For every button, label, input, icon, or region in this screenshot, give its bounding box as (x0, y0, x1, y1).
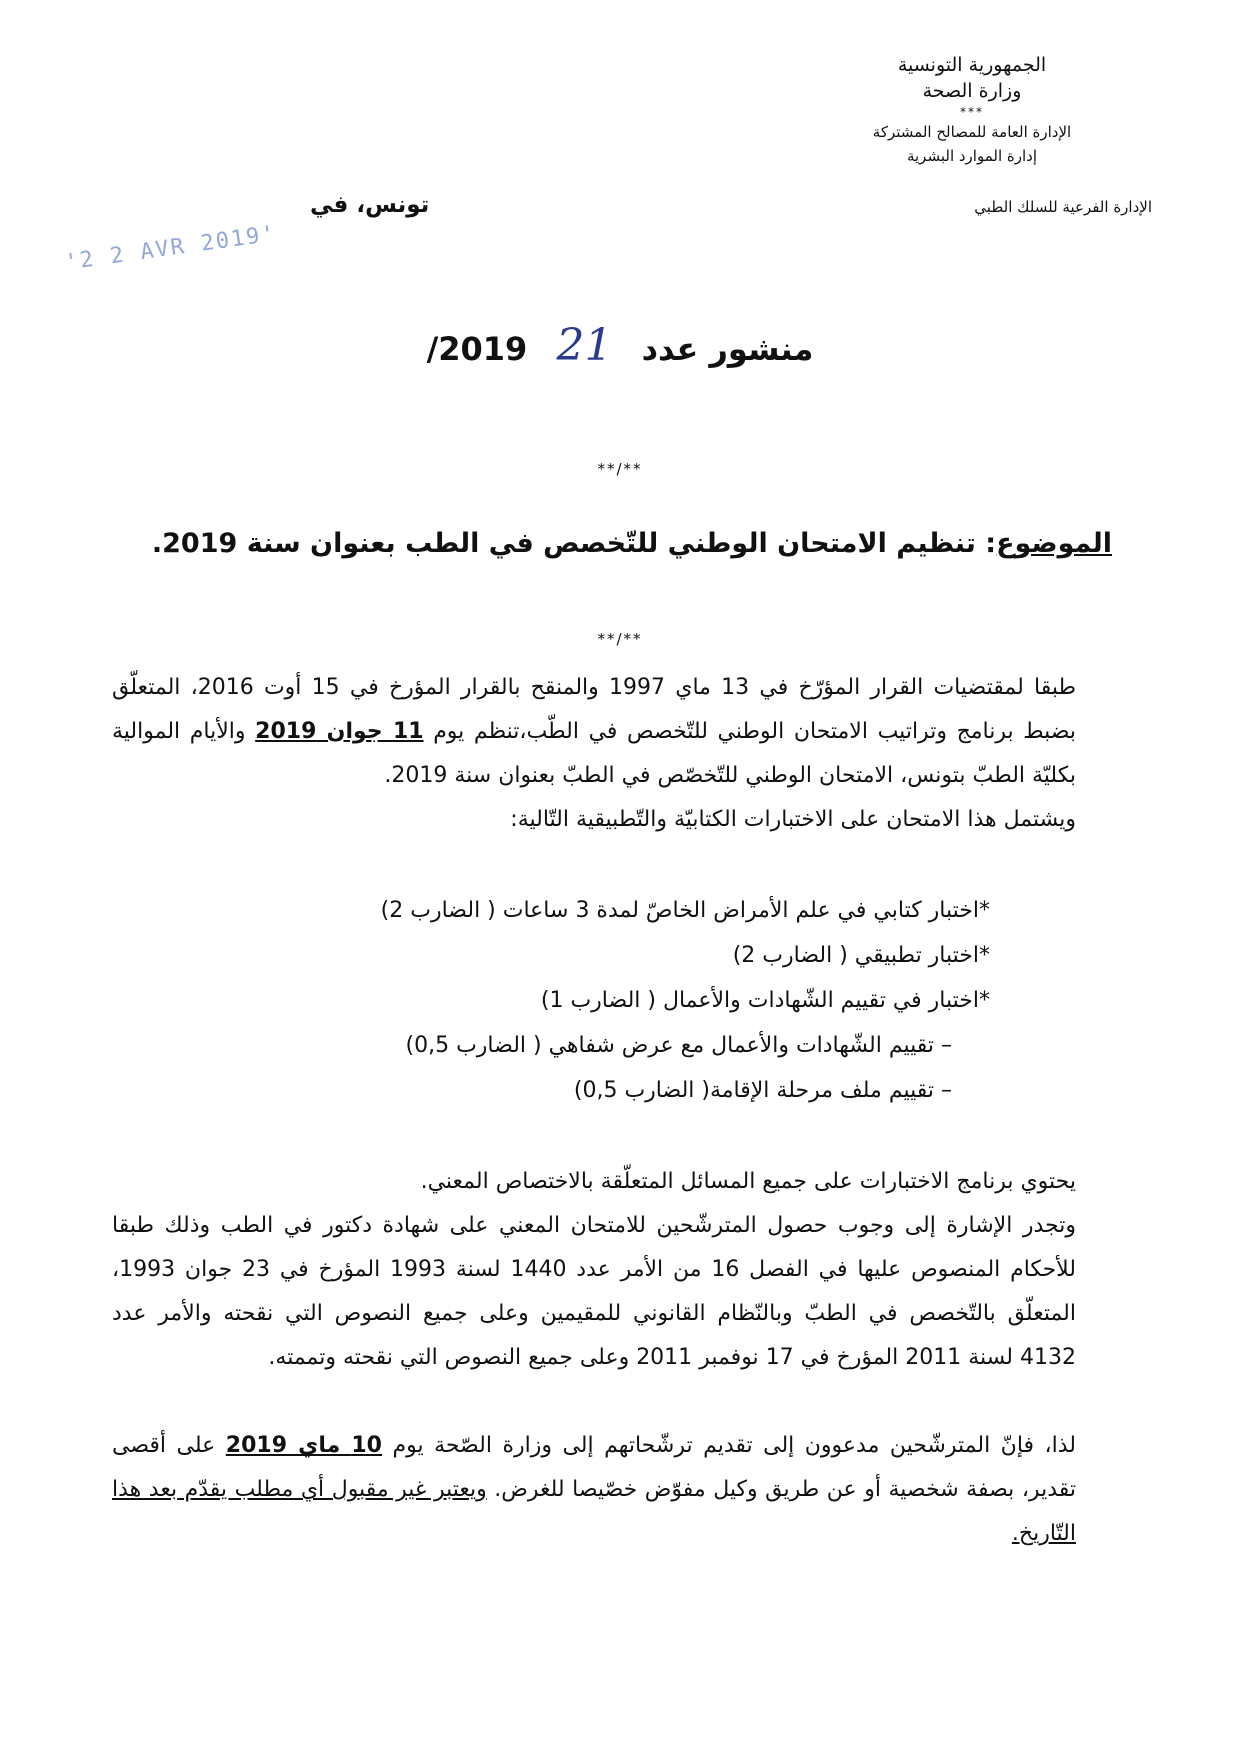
sub-directorate: الإدارة الفرعية للسلك الطبي (974, 198, 1152, 216)
para1-text-a: طبقا لمقتضيات القرار المؤرّخ في 13 ماي 1997 والمنقح بالقرار المؤرخ في 15 أوت 2016، المتعلّق بضبط برنامج وتراتيب الامتحان الوطني للتّخصص في الطّب،تنظم يوم (112, 675, 1076, 744)
exam-subitem-residency: – تقييم ملف مرحلة الإقامة( الضارب 0,5) (573, 1078, 952, 1103)
exam-list (381, 888, 990, 1113)
republic-name: الجمهورية التونسية (897, 54, 1047, 76)
circular-title (0, 320, 1240, 371)
separator-2: **/** (597, 630, 643, 648)
exam-item-written: *اختبار كتابي في علم الأمراض الخاصّ لمدة 3 ساعات ( الضارب 2) (380, 898, 990, 923)
general-directorate: الإدارة العامة للمصالح المشتركة (872, 123, 1072, 141)
letterhead-stars: *** (960, 105, 984, 119)
circular-number: 21 (556, 320, 613, 371)
paragraph-deadline (112, 1424, 1128, 1556)
separator-1: **/** (597, 460, 643, 478)
para4-text-a: لذا، فإنّ المترشّحين مدعوون إلى تقديم ترشّحاتهم إلى وزارة الصّحة يوم (381, 1433, 1076, 1458)
paragraph-program (112, 1160, 1128, 1380)
program-text: يحتوي برنامج الاختبارات على جميع المسائل المتعلّقة بالاختصاص المعني. (420, 1169, 1076, 1194)
exam-subitem-oral: – تقييم الشّهادات والأعمال مع عرض شفاهي ( الضارب 0,5) (405, 1033, 952, 1058)
exam-item-practical: *اختبار تطبيقي ( الضارب 2) (732, 943, 990, 968)
place-date: تونس، في (310, 192, 430, 218)
hr-directorate: إدارة الموارد البشرية (906, 147, 1038, 165)
deadline-warning: ويعتبر غير مقبول أي مطلب يقدّم بعد هذا التّاريخ. (112, 1477, 1076, 1546)
letterhead (792, 52, 1152, 168)
eligibility-text: وتجدر الإشارة إلى وجوب حصول المترشّحين للامتحان المعني على شهادة دكتور في الطب وذلك طبقا للأحكام المنصوص عليها في الفصل 16 من الأمر عدد 1440 لسنة 1993 المؤرخ في 23 جوان 1993، المتعلّق بالتّخصص في الطبّ وبالنّظام القانوني للمقيمين وعلى جميع النصوص التي نقحته والأمر عدد 4132 لسنة 2011 المؤرخ في 17 نوفمبر 2011 وعلى جميع النصوص التي نقحته وتممته. (112, 1213, 1077, 1370)
exam-list-intro: ويشتمل هذا الامتحان على الاختبارات الكتابيّة والتّطبيقية التّالية: (510, 807, 1076, 832)
date-stamp: '2 2 AVR 2019' (63, 221, 279, 276)
para4-text-b: على أقصى تقدير، بصفة شخصية أو عن طريق وكيل مفوّض خصّيصا للغرض. (112, 1433, 1076, 1502)
para1-text-b: والأيام الموالية بكليّة الطبّ بتونس، الامتحان الوطني للتّخصّص في الطبّ بعنوان سنة 2019. (112, 719, 1076, 788)
ministry-name: وزارة الصحة (922, 80, 1022, 102)
subject-text: : تنظيم الامتحان الوطني للتّخصص في الطب بعنوان سنة 2019. (151, 528, 997, 559)
subject-label: الموضوع (996, 528, 1112, 559)
title-year: 2019/ (426, 330, 528, 368)
paragraph-legal-basis (112, 666, 1128, 842)
exam-date: 11 جوان 2019 (255, 719, 424, 744)
subject-line (152, 528, 1112, 559)
exam-item-evaluation: *اختبار في تقييم الشّهادات والأعمال ( الضارب 1) (540, 988, 990, 1013)
title-label: منشور عدد (641, 330, 814, 368)
deadline-date: 10 ماي 2019 (225, 1433, 382, 1458)
